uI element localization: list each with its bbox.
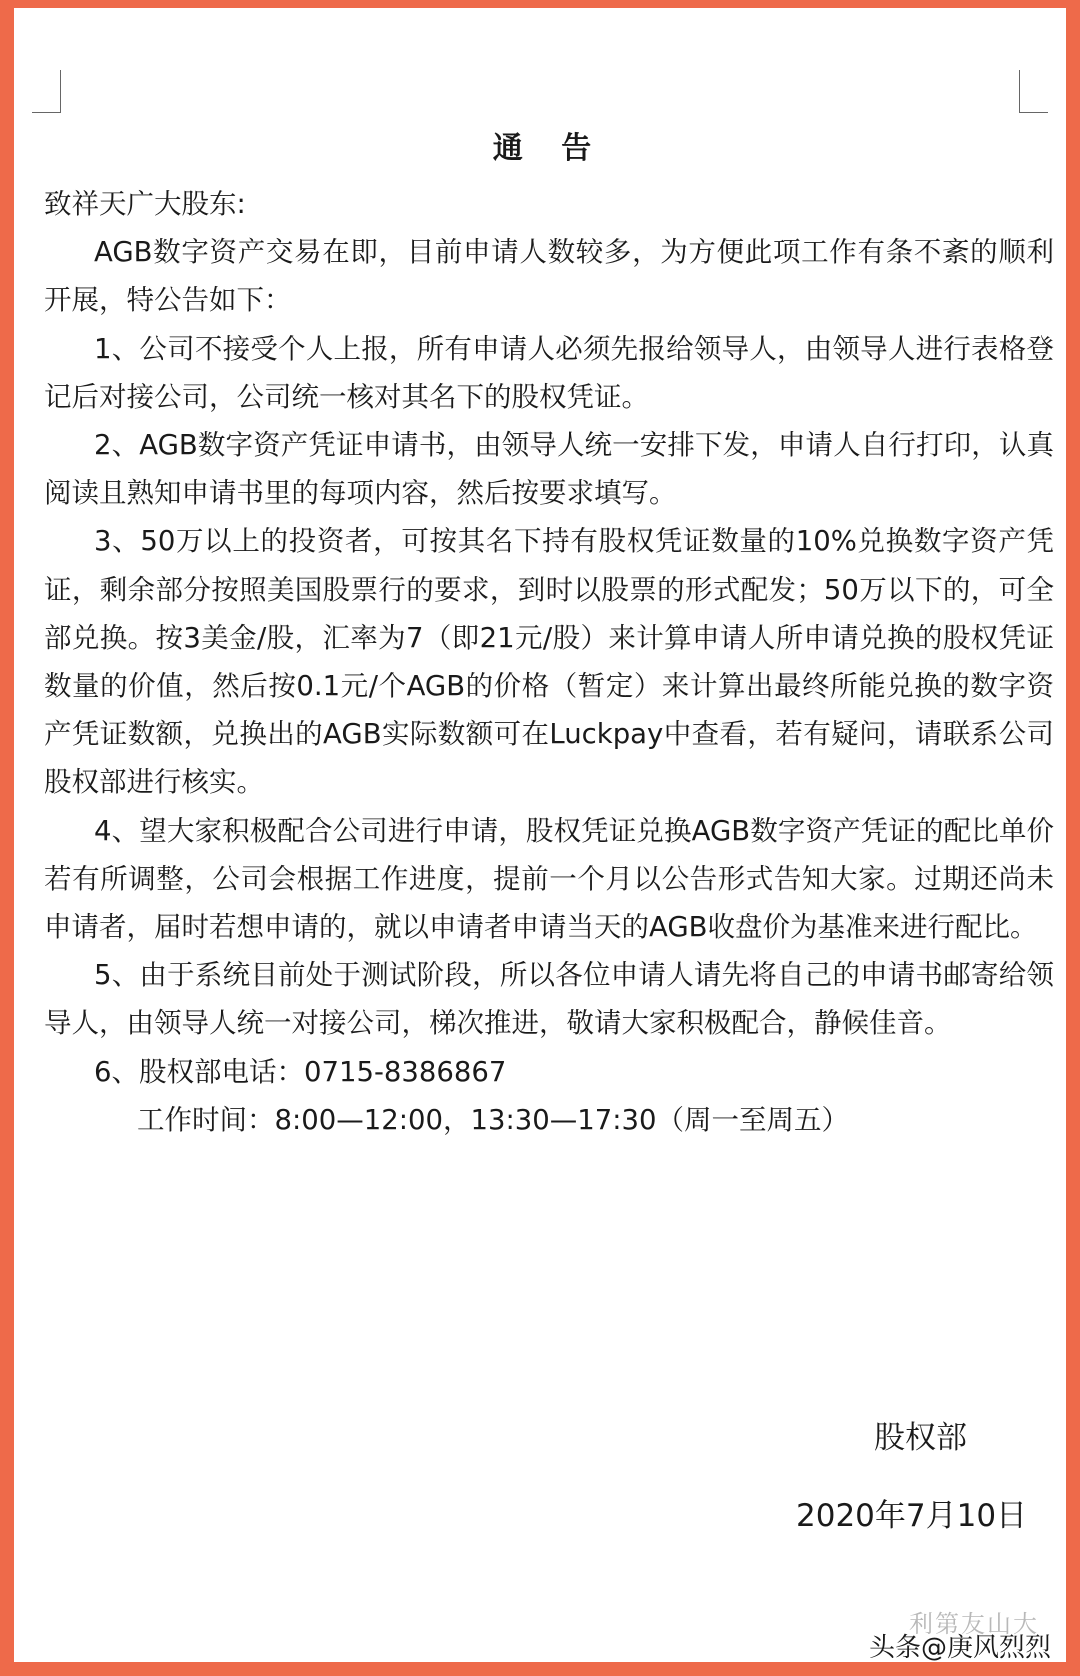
watermark-ghost-text: 利第友山大 — [909, 1610, 1039, 1638]
watermark-text: 头条@庚风烈烈 — [869, 1633, 1052, 1663]
item-2-paragraph: 2、AGB数字资产凭证申请书，由领导人统一安排下发，申请人自行打印，认真阅读且熟知申请书里的每项内容，然后按要求填写。 — [44, 429, 1054, 510]
intro-paragraph: AGB数字资产交易在即，目前申请人数较多，为方便此项工作有条不紊的顺利开展，特公告如下： — [44, 236, 1054, 317]
work-hours: 工作时间：8:00—12:00，13:30—17:30（周一至周五） — [137, 1103, 850, 1136]
item-4-paragraph: 4、望大家积极配合公司进行申请，股权凭证兑换AGB数字资产凭证的配比单价若有所调整，公司会根据工作进度，提前一个月以公告形式告知大家。过期还尚未申请者，届时若想申请的，就以申请者申请当天的AGB收盘价为基准来进行配比。 — [44, 814, 1054, 944]
crop-mark-top-right — [1019, 70, 1048, 113]
signature-department: 股权部 — [874, 1420, 967, 1456]
salutation: 致祥天广大股东: — [44, 188, 246, 220]
item-5-paragraph: 5、由于系统目前处于测试阶段，所以各位申请人请先将自己的申请书邮寄给领导人，由领导人统一对接公司，梯次推进，敬请大家积极配合，静候佳音。 — [44, 959, 1054, 1040]
signature-date: 2020年7月10日 — [796, 1498, 1028, 1534]
item-1-paragraph: 1、公司不接受个人上报，所有申请人必须先报给领导人，由领导人进行表格登记后对接公司，公司统一核对其名下的股权凭证。 — [44, 332, 1054, 413]
crop-mark-top-left — [32, 70, 61, 113]
notice-title: 通 告 — [492, 131, 606, 166]
item-3-paragraph: 3、50万以上的投资者，可按其名下持有股权凭证数量的10%兑换数字资产凭证，剩余部分按照美国股票行的要求，到时以股票的形式配发；50万以下的，可全部兑换。按3美金/股，汇率为7（即21元/股）来计算申请人所申请兑换的股权凭证数量的价值，然后按0.1元/个AGB的价格（暂定）来计算出最终所能兑换的数字资产凭证数额，兑换出的AGB实际数额可在Luckpay中查看，若有疑问，请联系公司股权部进行核实。 — [44, 525, 1054, 799]
watermark — [869, 1610, 1079, 1676]
notice-body — [44, 118, 1054, 1144]
item-6-phone: 6、股权部电话：0715-8386867 — [94, 1055, 507, 1088]
